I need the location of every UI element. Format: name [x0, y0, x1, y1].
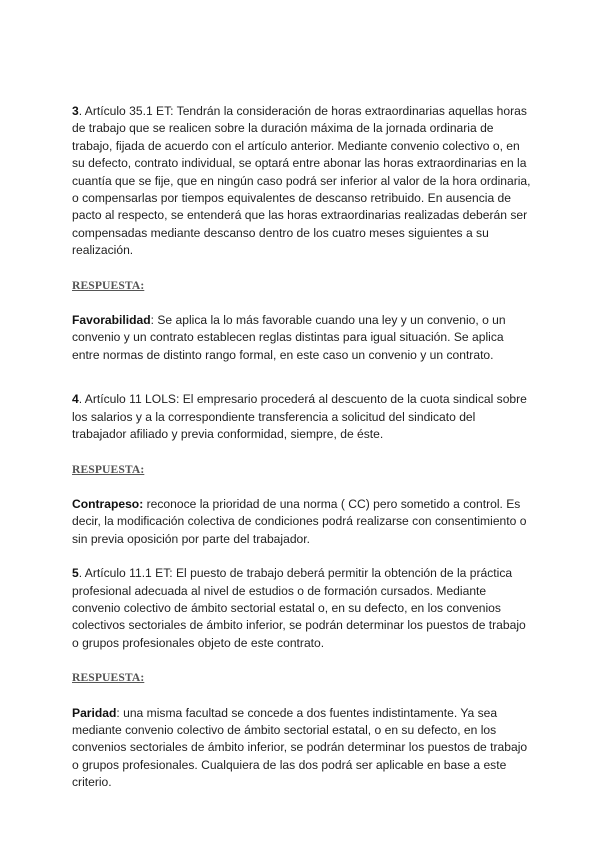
answer-5-term: Paridad — [72, 705, 117, 720]
question-4-text: . Artículo 11 LOLS: El empresario procederá al descuento de la cuota sindical sobre los salarios y a la correspondiente transferencia a solicitud del sindicato del trabajador afiliado y previa conformidad, siempre, de éste. — [72, 392, 527, 442]
question-4-number: 4 — [72, 392, 79, 407]
answer-4-text: reconoce la prioridad de una norma ( CC) pero sometido a control. Es decir, la modificación colectiva de condiciones podrá realizarse con consentimiento o sin previa oposición por parte del trabajador. — [72, 496, 527, 546]
question-3-text: . Artículo 35.1 ET: Tendrán la consideración de horas extraordinarias aquellas horas de trabajo que se realicen sobre la duración máxima de la jornada ordinaria de trabajo, fijada de acuerdo con el artículo anterior. Mediante convenio colectivo o, en su defecto, contrato individual, se optará entre abonar las horas extraordinarias en la cuantía que se fije, que en ningún caso podrá ser inferior al valor de la hora ordinaria, o compensarlas por tiempos equivalentes de descanso retribuido. En ausencia de pacto al respecto, se entenderá que las horas extraordinarias realizadas deberán ser compensadas mediante descanso dentro de los cuatro meses siguientes a su realización. — [72, 104, 531, 258]
answer-3-term: Favorabilidad — [72, 313, 151, 328]
answer-5-text: : una misma facultad se concede a dos fuentes indistintamente. Ya sea mediante convenio colectivo de ámbito sectorial estatal, o en su defecto, en los convenios sectoriales de ámbito inferior, se podrán determinar los puestos de trabajo o grupos profesionales. Cualquiera de las dos podrá ser aplicable en base a este criterio. — [72, 705, 528, 790]
answer-4-paragraph — [72, 496, 532, 548]
answer-5-paragraph — [72, 705, 532, 792]
question-3-number: 3 — [72, 104, 79, 118]
answer-5-heading: RESPUESTA: — [72, 671, 145, 685]
answer-3-heading: RESPUESTA: — [72, 278, 145, 292]
answer-3-text: : Se aplica la lo más favorable cuando una ley y un convenio, o un convenio y un contrato establecen reglas distintas para igual situación. Se aplica entre normas de distinto rango formal, en este caso un convenio y un contrato. — [72, 313, 506, 362]
answer-4-term: Contrapeso: — [72, 496, 144, 511]
question-5-number: 5 — [72, 566, 79, 581]
question-5-paragraph — [72, 565, 532, 652]
question-5-text: . Artículo 11.1 ET: El puesto de trabajo deberá permitir la obtención de la práctica profesional adecuada al nivel de estudios o de formación cursados. Mediante convenio colectivo de ámbito sectorial estatal o, en su defecto, en los convenios colectivos sectoriales de ámbito inferior, se podrán determinar los puestos de trabajo o grupos profesionales objeto de este contrato. — [72, 566, 526, 650]
answer-4-heading: RESPUESTA: — [72, 462, 145, 476]
question-4-paragraph — [72, 391, 532, 443]
question-3-paragraph — [72, 103, 532, 260]
answer-3-paragraph — [72, 312, 532, 364]
document-page — [72, 103, 532, 792]
